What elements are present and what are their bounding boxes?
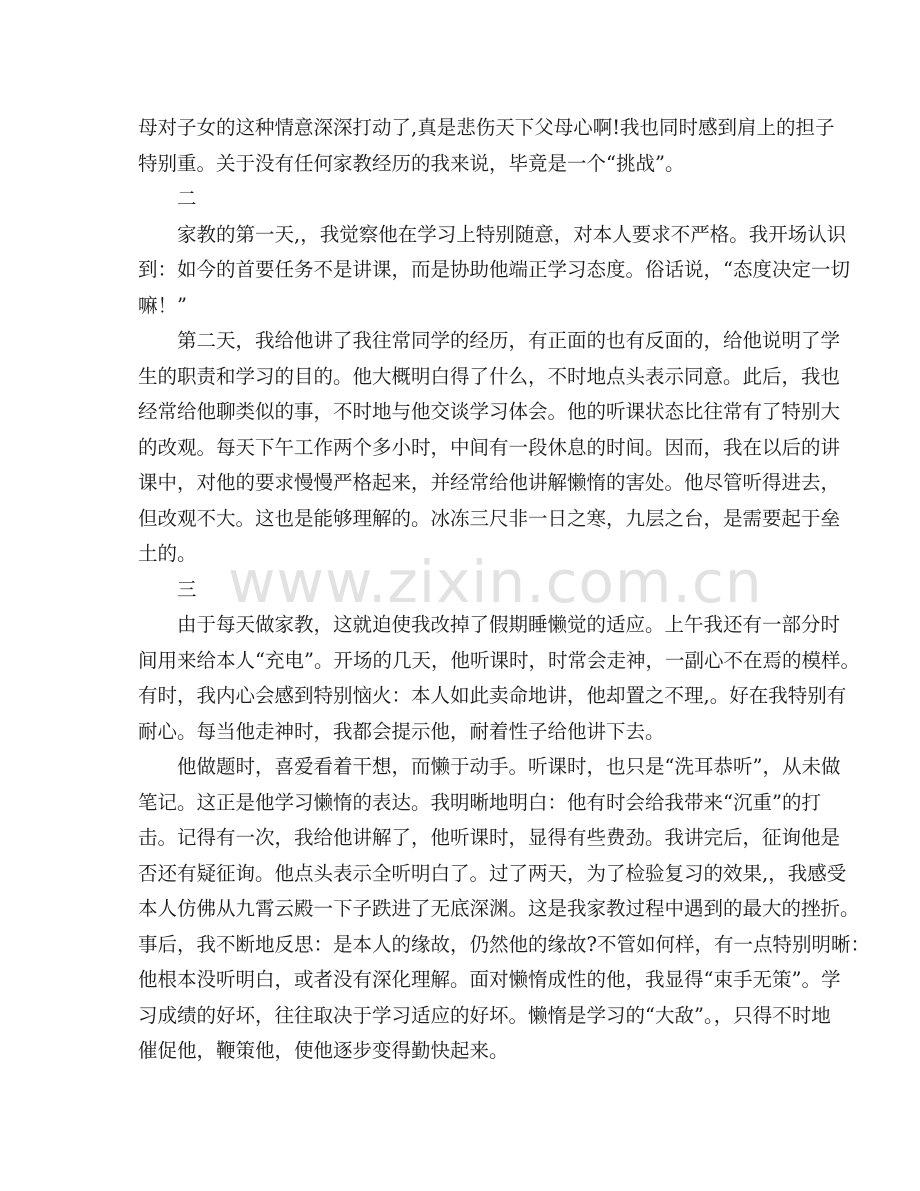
text-line: 第二天，我给他讲了我往常同学的经历，有正面的也有反面的，给他说明了学 — [177, 329, 841, 352]
text-line: 他根本没听明白，或者没有深化理解。面对懒惰成性的他，我显得“束手无策”。学 — [138, 968, 841, 991]
text-line: 事后，我不断地反思：是本人的缘故，仍然他的缘故?不管如何样，有一点特别明晰： — [138, 932, 870, 956]
text-line: 耐心。每当他走神时，我都会提示他，耐着性子给他讲下去。 — [138, 719, 665, 743]
text-line: 否还有疑征询。他点头表示全听明白了。过了两天，为了检验复习的效果,，我感受 — [138, 861, 847, 885]
text-line: 笔记。这正是他学习懒惰的表达。我明晰地明白：他有时会给我带来“沉重”的打 — [138, 790, 821, 814]
document-body — [138, 110, 870, 1069]
text-line: 的改观。每天下午工作两个多小时，中间有一段休息的时间。因而，我在以后的讲 — [138, 435, 841, 459]
text-line: 到：如今的首要任务不是讲课，而是协助他端正学习态度。俗话说，“态度决定一切 — [138, 258, 850, 281]
text-line: 经常给他聊类似的事，不时地与他交谈学习体会。他的听课状态比往常有了特别大 — [138, 400, 841, 423]
watermark: www.zixin.com.cn — [228, 548, 763, 616]
text-line: 由于每天做家教，这就迫使我改掉了假期睡懒觉的适应。上午我还有一部分时 — [177, 613, 841, 636]
text-line: 习成绩的好坏，往往取决于学习适应的好坏。懒惰是学习的“大敌”。，只得不时地 — [138, 1003, 831, 1027]
text-line: 课中，对他的要求慢慢严格起来，并经常给他讲解懒惰的害处。他尽管听得进去， — [138, 471, 841, 494]
text-line: 特别重。关于没有任何家教经历的我来说，毕竟是一个“挑战”。 — [138, 151, 685, 175]
section-heading: 二 — [177, 187, 197, 210]
text-line: 本人仿佛从九霄云殿一下子跌进了无底深渊。这是我家教过程中遇到的最大的挫折。 — [138, 897, 860, 920]
text-line: 嘛！” — [138, 293, 187, 317]
text-line: 他做题时，喜爱看着干想，而懒于动手。听课时，也只是“洗耳恭听”，从未做 — [177, 755, 841, 778]
text-line: 但改观不大。这也是能够理解的。冰冻三尺非一日之寒，九层之台，是需要起于垒 — [138, 506, 841, 530]
text-line: 击。记得有一次，我给他讲解了，他听课时，显得有些费劲。我讲完后，征询他是 — [138, 826, 841, 849]
text-line: 间用来给本人“充电”。开场的几天，他听课时，时常会走神，一副心不在焉的模样。 — [138, 648, 860, 672]
text-line: 母对子女的这种情意深深打动了,真是悲伤天下父母心啊!我也同时感到肩上的担子 — [138, 116, 835, 139]
text-line: 生的职责和学习的目的。他大概明白得了什么，不时地点头表示同意。此后，我也 — [138, 364, 841, 388]
text-line: 家教的第一天,，我觉察他在学习上特别随意，对本人要求不严格。我开场认识 — [177, 222, 847, 246]
section-heading: 三 — [177, 577, 197, 601]
text-line: 有时，我内心会感到特别恼火：本人如此卖命地讲，他却置之不理,。好在我特别有 — [138, 684, 847, 707]
text-line: 催促他，鞭策他，使他逐步变得勤快起来。 — [138, 1039, 509, 1062]
text-line: 土的。 — [138, 542, 197, 565]
